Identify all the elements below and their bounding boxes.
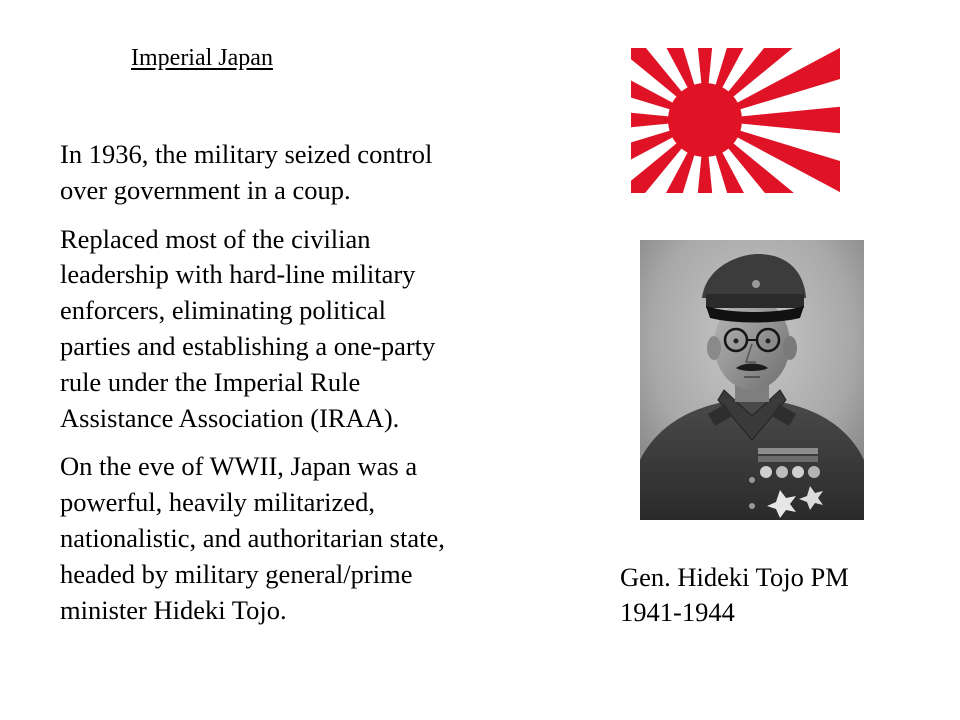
portrait-photo: [640, 240, 864, 520]
portrait-eye-left: [734, 339, 739, 344]
portrait-cap-star: [752, 280, 760, 288]
portrait-eye-right: [766, 339, 771, 344]
paragraph-civilian-leadership: Replaced most of the civilian leadership with hard-line military enforcers, eliminating political parties and establishing a one-party rule under the Imperial Rule Assistance Association (IRAA).: [60, 223, 436, 433]
portrait-jacket-button-2: [749, 503, 755, 509]
paragraph-eve-of-wwii: On the eve of WWII, Japan was a powerful, heavily militarized, nationalistic, and authoritarian state, headed by military general/prime minister Hideki Tojo.: [60, 451, 445, 625]
paragraph-military-coup: In 1936, the military seized control over government in a coup.: [60, 139, 433, 205]
rising-sun-flag-image: [631, 48, 840, 193]
portrait-ear-left: [707, 336, 721, 360]
portrait-ear-right: [783, 336, 797, 360]
portrait-cap-band: [706, 294, 804, 308]
body-text: [60, 137, 560, 641]
portrait-caption: Gen. Hideki Tojo PM 1941-1944: [620, 562, 849, 627]
flag-sun-disc: [668, 83, 742, 157]
slide-title: Imperial Japan: [131, 45, 273, 71]
portrait-jacket-button-1: [749, 477, 755, 483]
